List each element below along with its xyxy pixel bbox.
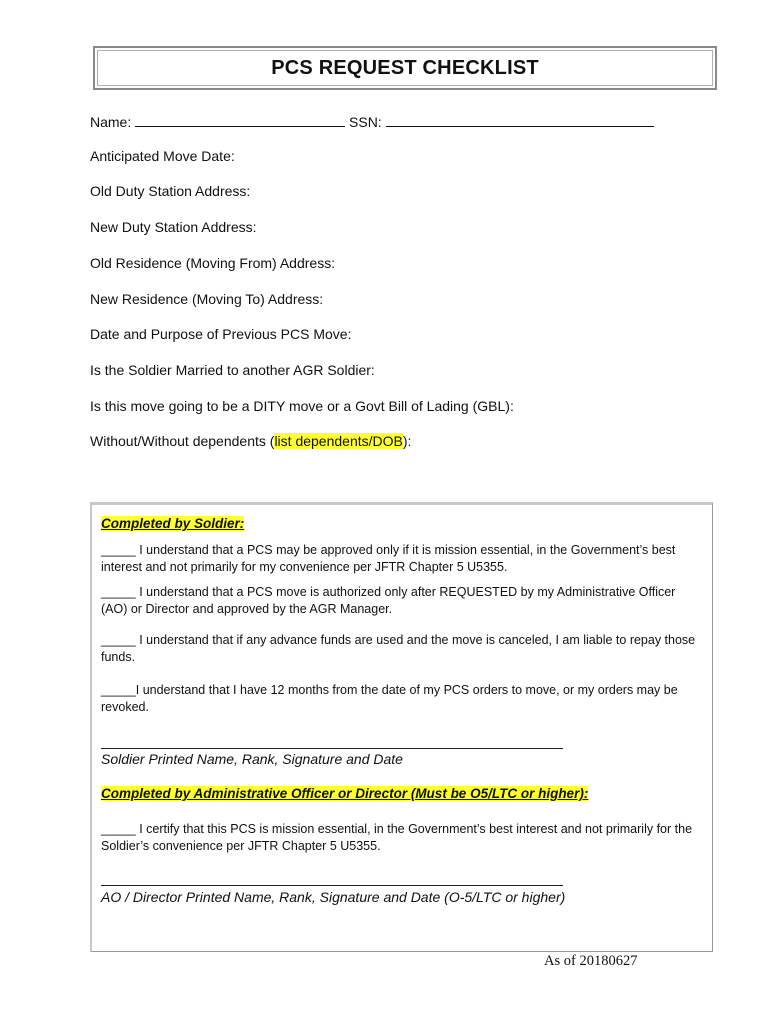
- soldier-signature-label: Soldier Printed Name, Rank, Signature and Date: [101, 751, 403, 767]
- soldier-item-1: _____ I understand that a PCS may be approved only if it is mission essential, in the Government’s best interest and not primarily for my convenience per JFTR Chapter 5 U5355.: [101, 543, 676, 574]
- name-label: Name:: [90, 114, 132, 130]
- old-residence-label: Old Residence (Moving From) Address:: [90, 255, 336, 271]
- dependents-row: [90, 432, 411, 450]
- move-date-label: Anticipated Move Date:: [90, 148, 235, 164]
- soldier-signature-line[interactable]: [101, 748, 563, 749]
- married-label: Is the Soldier Married to another AGR Soldier:: [90, 362, 375, 378]
- acknowledgement-box: [90, 502, 713, 952]
- previous-pcs-label: Date and Purpose of Previous PCS Move:: [90, 326, 352, 342]
- ao-signature-label: AO / Director Printed Name, Rank, Signature and Date (O-5/LTC or higher): [101, 889, 566, 905]
- as-of-date: As of 20180627: [544, 953, 638, 969]
- ao-section-heading: Completed by Administrative Officer or Director (Must be O5/LTC or higher):: [101, 786, 589, 801]
- dependents-label-end: ):: [402, 433, 412, 449]
- new-residence-label: New Residence (Moving To) Address:: [90, 291, 324, 307]
- dity-label: Is this move going to be a DITY move or a Govt Bill of Lading (GBL):: [90, 398, 514, 414]
- name-field[interactable]: [135, 113, 345, 127]
- new-duty-station-label: New Duty Station Address:: [90, 219, 257, 235]
- soldier-section-heading: Completed by Soldier:: [101, 516, 245, 531]
- title-box: [93, 46, 717, 90]
- ssn-field[interactable]: [386, 113, 654, 127]
- dependents-highlight: list dependents/DOB: [274, 433, 403, 449]
- soldier-item-2: _____ I understand that a PCS move is authorized only after REQUESTED by my Administrative Officer (AO) or Director and approved by the AGR Manager.: [101, 585, 676, 616]
- ao-certify-item: _____ I certify that this PCS is mission essential, in the Government’s best interest and not primarily for the Soldier’s convenience per JFTR Chapter 5 U5355.: [101, 822, 693, 853]
- soldier-item-4: _____I understand that I have 12 months from the date of my PCS orders to move, or my orders may be revoked.: [101, 683, 678, 714]
- old-duty-station-label: Old Duty Station Address:: [90, 183, 251, 199]
- page-title: PCS REQUEST CHECKLIST: [271, 56, 539, 79]
- ssn-label: SSN:: [349, 114, 382, 130]
- soldier-item-3: _____ I understand that if any advance funds are used and the move is canceled, I am liable to repay those funds.: [101, 633, 696, 664]
- name-ssn-row: [90, 113, 654, 131]
- ao-signature-line[interactable]: [101, 885, 563, 886]
- dependents-label: Without/Without dependents (: [90, 433, 275, 449]
